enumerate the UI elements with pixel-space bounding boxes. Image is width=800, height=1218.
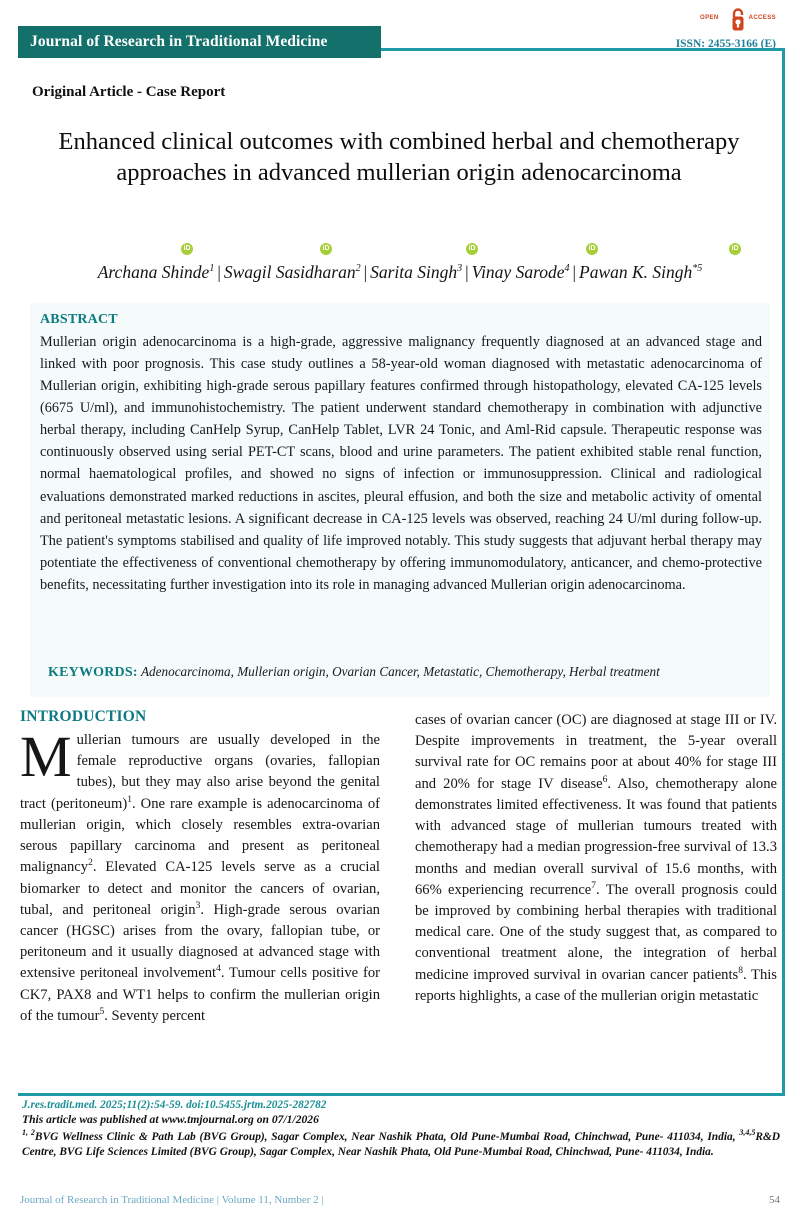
author-4-affiliation-marker: 4 xyxy=(564,263,570,275)
keywords-label: KEYWORDS: xyxy=(48,665,138,680)
author-2-name: Swagil Sasidharan xyxy=(223,262,356,282)
journal-masthead xyxy=(18,26,381,58)
drop-cap: M xyxy=(20,724,72,789)
introduction-left-text: ullerian tumours are usually developed in the female reproductive organs (ovaries, fallopian tubes), but they may also arise beyond the genital tract (peritoneum)$^1$. One rare example is adenocarcinoma of mullerian origin, which closely resembles extra-ovarian serous papillary carcinoma and present as peritoneal malignancy$^2$. Elevated CA-125 levels serve as a crucial biomarker to detect and monitor the cancers of ovarian, tubal, and peritoneal origin$^3$. High-grade serous ovarian cancer (HGSC) arises from the ovary, fallopian tube, or peritoneum and it usually diagnosed at advanced stage with extensive peritoneal involvement$^4$. Tumour cells positive for CK7, PAX8 and WT1 helps to confirm the mullerian origin of the tumour$^5$. Seventy percent xyxy=(20,732,380,1024)
orcid-icon-author-1[interactable]: iD xyxy=(181,243,193,255)
author-1[interactable] xyxy=(98,262,215,282)
author-2-affiliation-marker: 2 xyxy=(355,263,361,275)
author-separator-4: | xyxy=(572,262,577,282)
published-line: This article was published at www.tmjournal.org on 07/1/2026 xyxy=(22,1113,319,1126)
article-type-label: Original Article - Case Report xyxy=(32,84,226,100)
page-title: Enhanced clinical outcomes with combined herbal and chemotherapy approaches in advanced mullerian origin adenocarcinoma xyxy=(58,128,740,187)
orcid-icon-row xyxy=(0,243,800,257)
page-footer xyxy=(20,1194,780,1206)
abstract-text: Mullerian origin adenocarcinoma is a high-grade, aggressive malignancy frequently diagnosed at an advanced stage and linked with poor prognosis. This case study outlines a 58-year-old woman diagnosed with metastatic adenocarcinoma of Mullerian origin, exhibiting high-grade serous papillary features confirmed through histopathology, elevated CA-125 levels (6675 U/ml), and immunohistochemistry. The patient underwent standard chemotherapy in combination with adjunctive herbal therapy, including CanHelp Syrup, CanHelp Tablet, LVR 24 Tonic, and Aml-Rid capsule. Therapeutic response was continuously observed using serial PET-CT scans, blood and urine parameters. The patient exhibited stable renal function, normal haematological profiles, and showed no signs of infection or immunosuppression. Clinical and radiological evaluations demonstrated marked reductions in ascites, pleural effusion, and both the size and metabolic activity of omental and peritoneal metastatic lesions. A significant decrease in CA-125 levels was observed, reaching 24 U/ml during follow-up. The patient's symptoms stabilised and quality of life improved notably. This study suggests that adjuvant herbal therapy may potentiate the effectiveness of conventional chemotherapy by offering immunomodulatory, anticancer, and chemo-protective benefits, necessitating further investigation into its role in managing advanced Mullerian origin adenocarcinoma. xyxy=(40,334,762,593)
author-2[interactable] xyxy=(224,262,361,282)
author-1-name: Archana Shinde xyxy=(97,262,210,282)
author-5-name: Pawan K. Singh xyxy=(579,262,693,282)
journal-title: Journal of Research in Traditional Medicine xyxy=(30,33,328,50)
author-list xyxy=(28,262,772,283)
footer-rule-horizontal xyxy=(18,1093,785,1096)
author-5-affiliation-marker: *5 xyxy=(692,263,703,275)
open-access-left-label: OPEN xyxy=(700,15,719,21)
orcid-icon-author-3[interactable]: iD xyxy=(466,243,478,255)
author-separator-2: | xyxy=(363,262,368,282)
page-rule-vertical xyxy=(782,48,785,1096)
introduction-column-left xyxy=(20,724,380,1027)
padlock-icon xyxy=(730,6,746,37)
keywords-line xyxy=(48,664,762,681)
author-3[interactable] xyxy=(370,262,462,282)
author-3-name: Sarita Singh xyxy=(370,262,458,282)
page-number: 54 xyxy=(769,1194,780,1206)
abstract-heading: ABSTRACT xyxy=(40,312,118,327)
issn-label: ISSN: 2455-3166 (E) xyxy=(675,38,776,50)
keywords-values: Adenocarcinoma, Mullerian origin, Ovarian Cancer, Metastatic, Chemotherapy, Herbal treatment xyxy=(141,664,660,679)
author-4[interactable] xyxy=(472,262,570,282)
orcid-icon-author-2[interactable]: iD xyxy=(320,243,332,255)
author-3-affiliation-marker: 3 xyxy=(457,263,463,275)
author-1-affiliation-marker: 1 xyxy=(209,263,215,275)
open-access-right-label: ACCESS xyxy=(748,15,776,21)
introduction-heading: INTRODUCTION xyxy=(20,708,147,725)
orcid-icon-author-5[interactable]: iD xyxy=(729,243,741,255)
introduction-column-right: cases of ovarian cancer (OC) are diagnosed at stage III or IV. Despite improvements in treatment, the 5-year overall survival rate for OC remains poor at about 40% for stage III and 20% for stage IV disease$^6$. Also, chemotherapy alone demonstrates limited effectiveness. It was found that patients with advanced stage of mullerian tumours treated with chemotherapy had a median progression-free survival of 13.3 months and median overall survival of 15.6 months, with 66% experiencing recurrence$^7$. The overall prognosis could be improved by combining herbal therapies with traditional medical care. One of the study suggest that, as compared to conventional treatment alone, the integration of herbal medicine improved survival in ovarian cancer patients$^8$. This reports highlights, a case of the mullerian origin metastatic xyxy=(415,712,777,1004)
running-footer-text: Journal of Research in Traditional Medicine | Volume 11, Number 2 | xyxy=(20,1194,324,1206)
author-5[interactable] xyxy=(579,262,702,282)
orcid-icon-author-4[interactable]: iD xyxy=(586,243,598,255)
author-separator-3: | xyxy=(465,262,469,282)
affiliations-text: $^{1, 2}$BVG Wellness Clinic & Path Lab (BVG Group), Sagar Complex, Near Nashik Phata, Old Pune-Mumbai Road, Chinchwad, Pune- 411034, India, $^{3,4,5}$R&D Centre, BVG Life Sciences Limited (BVG Group), Sagar Complex, Near Nashik Phata, Old Pune-Mumbai Road, Chinchwad, Pune- 411034, India. xyxy=(22,1128,780,1158)
author-separator-1: | xyxy=(217,262,221,282)
open-access-logo xyxy=(700,6,776,32)
citation-line: J.res.tradit.med. 2025;11(2):54-59. doi:10.5455.jrtm.2025-282782 xyxy=(22,1099,327,1111)
author-4-name: Vinay Sarode xyxy=(471,262,565,282)
